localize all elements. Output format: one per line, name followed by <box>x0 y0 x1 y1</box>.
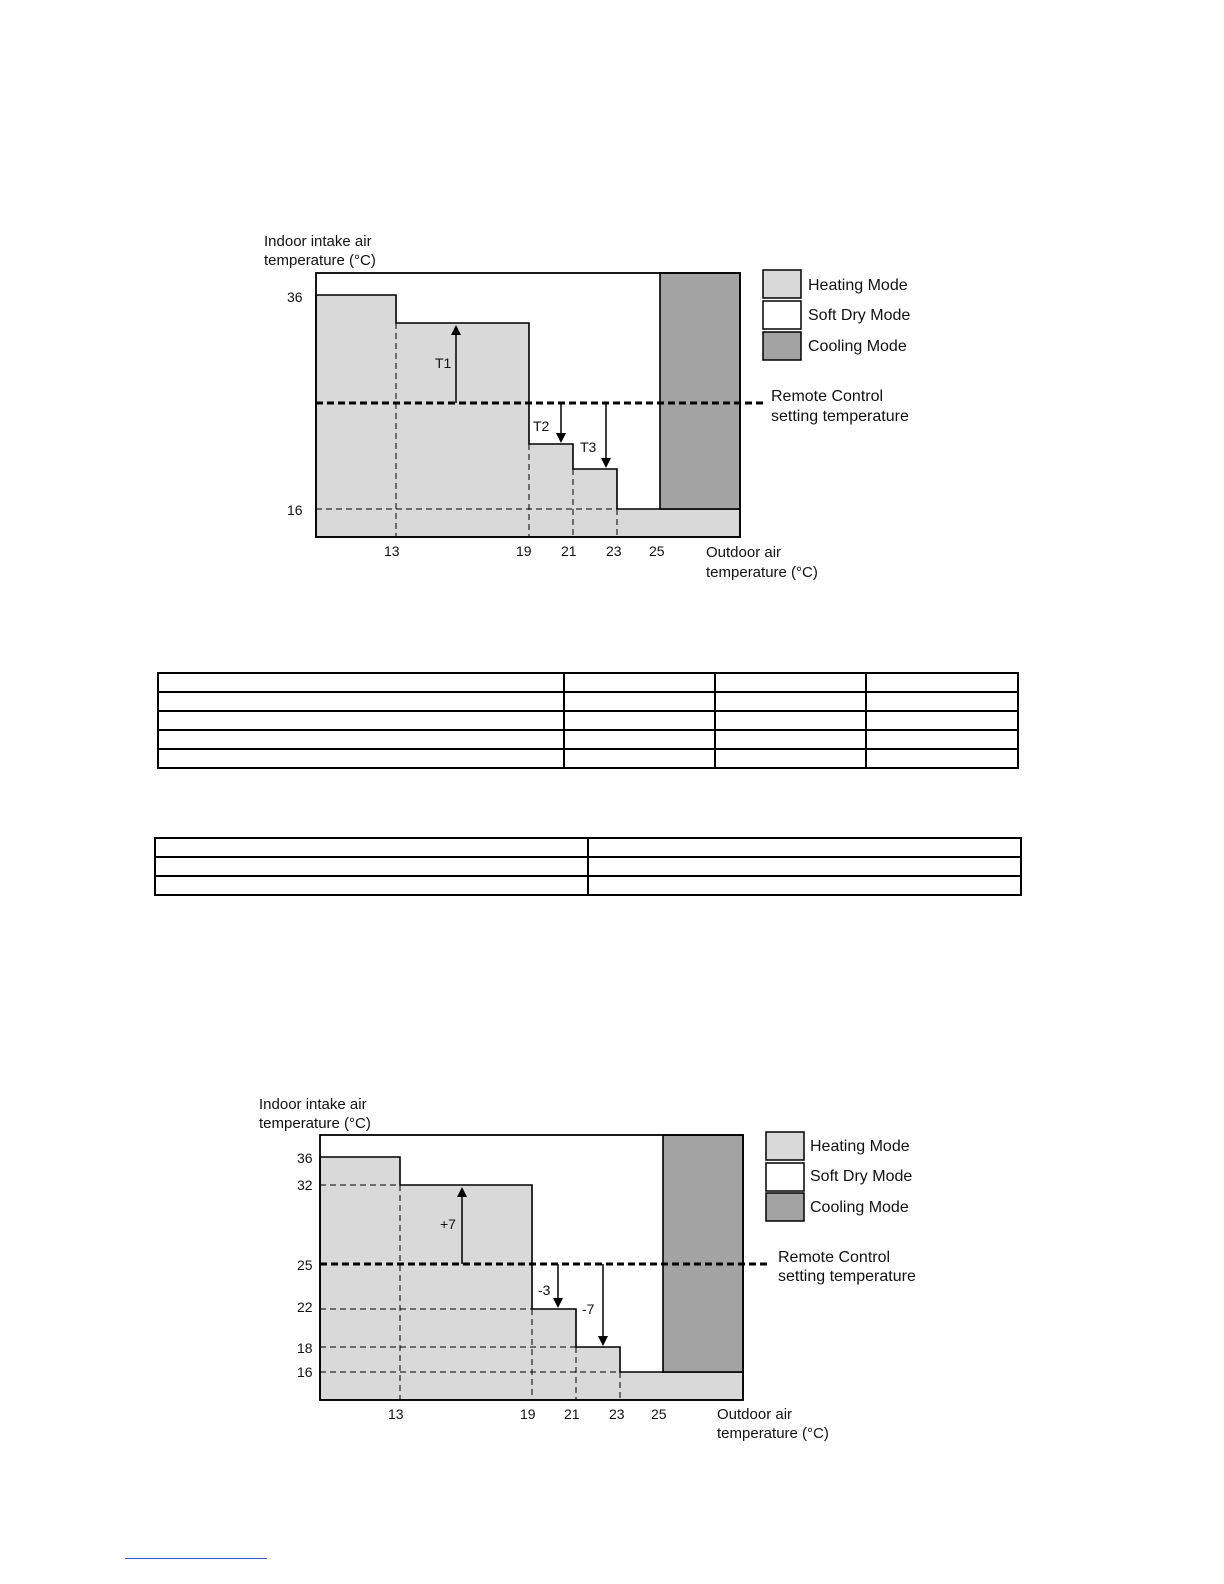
diagram1-x-tick: 21 <box>561 543 577 559</box>
table-cell <box>564 730 715 749</box>
table-cell <box>866 749 1018 768</box>
diagram2-y-tick: 36 <box>297 1150 313 1166</box>
diagram1-x-tick: 25 <box>649 543 665 559</box>
legend-remote-line2: setting temperature <box>771 408 909 425</box>
diagram1-x-label-line1: Outdoor air <box>706 544 782 561</box>
diagram1-legend <box>763 270 910 425</box>
table-cell <box>155 876 588 895</box>
legend-cooling-label: Cooling Mode <box>808 338 907 355</box>
diagram2-y-tick: 32 <box>297 1177 313 1193</box>
table-cell <box>158 673 564 692</box>
legend-cooling-label: Cooling Mode <box>810 1199 909 1216</box>
legend-swatch-cooling <box>766 1193 804 1221</box>
diagram1-arrow-label-t1: T1 <box>435 355 452 371</box>
legend-soft-dry-label: Soft Dry Mode <box>810 1168 913 1185</box>
diagram2-y-tick: 18 <box>297 1340 313 1356</box>
table-cell <box>588 857 1021 876</box>
table-row <box>155 876 1021 895</box>
table-row <box>158 749 1018 768</box>
footer-link-underline[interactable] <box>125 1558 267 1559</box>
diagram2-x-tick: 13 <box>388 1406 404 1422</box>
diagram2-x-label-line2: temperature (°C) <box>717 1425 829 1442</box>
diagram1-y-label-line1: Indoor intake air <box>264 233 372 250</box>
diagram2-x-tick: 23 <box>609 1406 625 1422</box>
table-cell <box>866 692 1018 711</box>
legend-swatch-cooling <box>763 332 801 360</box>
diagram2-arrow-label-plus7: +7 <box>440 1216 456 1232</box>
diagram2-y-tick: 25 <box>297 1257 313 1273</box>
table-cell <box>158 730 564 749</box>
diagram2-arrow-label-minus7: -7 <box>582 1301 595 1317</box>
table-cell <box>564 711 715 730</box>
table-row <box>155 857 1021 876</box>
table-row <box>158 692 1018 711</box>
diagram2-x-label-line1: Outdoor air <box>717 1406 793 1423</box>
table-cell <box>715 711 866 730</box>
table-row <box>158 673 1018 692</box>
diagram2-y-label-line2: temperature (°C) <box>259 1115 371 1132</box>
table-cell <box>588 876 1021 895</box>
diagram1-x-tick: 19 <box>516 543 532 559</box>
diagram1-y-label-line2: temperature (°C) <box>264 252 376 269</box>
diagram2-arrow-label-minus3: -3 <box>538 1282 551 1298</box>
legend-remote-line1: Remote Control <box>771 388 884 405</box>
legend-swatch-heating <box>763 270 801 298</box>
table-cell <box>715 673 866 692</box>
table-cell <box>564 673 715 692</box>
legend-remote-line2: setting temperature <box>778 1268 916 1285</box>
table-cell <box>158 711 564 730</box>
table-cell <box>866 673 1018 692</box>
parameter-table-2 <box>154 837 1022 896</box>
table-cell <box>588 838 1021 857</box>
diagram1-arrow-label-t3: T3 <box>580 439 597 455</box>
table-cell <box>715 749 866 768</box>
table-cell <box>715 730 866 749</box>
table-cell <box>155 838 588 857</box>
legend-swatch-soft-dry <box>763 301 801 329</box>
diagram1-y-tick: 16 <box>287 502 303 518</box>
diagram1-x-label-line2: temperature (°C) <box>706 564 818 581</box>
table-cell <box>564 692 715 711</box>
table-cell <box>866 711 1018 730</box>
diagram-2 <box>259 1096 916 1442</box>
diagram2-cooling-region <box>663 1135 743 1372</box>
legend-swatch-heating <box>766 1132 804 1160</box>
table-cell <box>564 749 715 768</box>
legend-remote-line1: Remote Control <box>778 1249 891 1266</box>
diagram2-x-tick: 19 <box>520 1406 536 1422</box>
diagram1-arrow-label-t2: T2 <box>533 418 550 434</box>
legend-heating-label: Heating Mode <box>810 1138 910 1155</box>
diagram1-cooling-region <box>660 273 740 509</box>
diagram2-y-tick: 16 <box>297 1364 313 1380</box>
diagram2-y-label-line1: Indoor intake air <box>259 1096 367 1113</box>
diagram1-y-tick: 36 <box>287 289 303 305</box>
table-row <box>158 730 1018 749</box>
table-cell <box>866 730 1018 749</box>
table-cell <box>155 857 588 876</box>
legend-soft-dry-label: Soft Dry Mode <box>808 307 911 324</box>
legend-swatch-soft-dry <box>766 1163 804 1191</box>
diagram1-x-tick: 13 <box>384 543 400 559</box>
table-row <box>158 711 1018 730</box>
table-cell <box>158 692 564 711</box>
diagram-1 <box>264 233 910 581</box>
diagram2-legend <box>766 1132 916 1285</box>
table-cell <box>158 749 564 768</box>
diagram2-x-tick: 25 <box>651 1406 667 1422</box>
table-row <box>155 838 1021 857</box>
diagram2-x-tick: 21 <box>564 1406 580 1422</box>
legend-heating-label: Heating Mode <box>808 277 908 294</box>
parameter-table-1 <box>157 672 1019 769</box>
table-cell <box>715 692 866 711</box>
diagram2-y-tick: 22 <box>297 1299 313 1315</box>
diagram1-x-tick: 23 <box>606 543 622 559</box>
